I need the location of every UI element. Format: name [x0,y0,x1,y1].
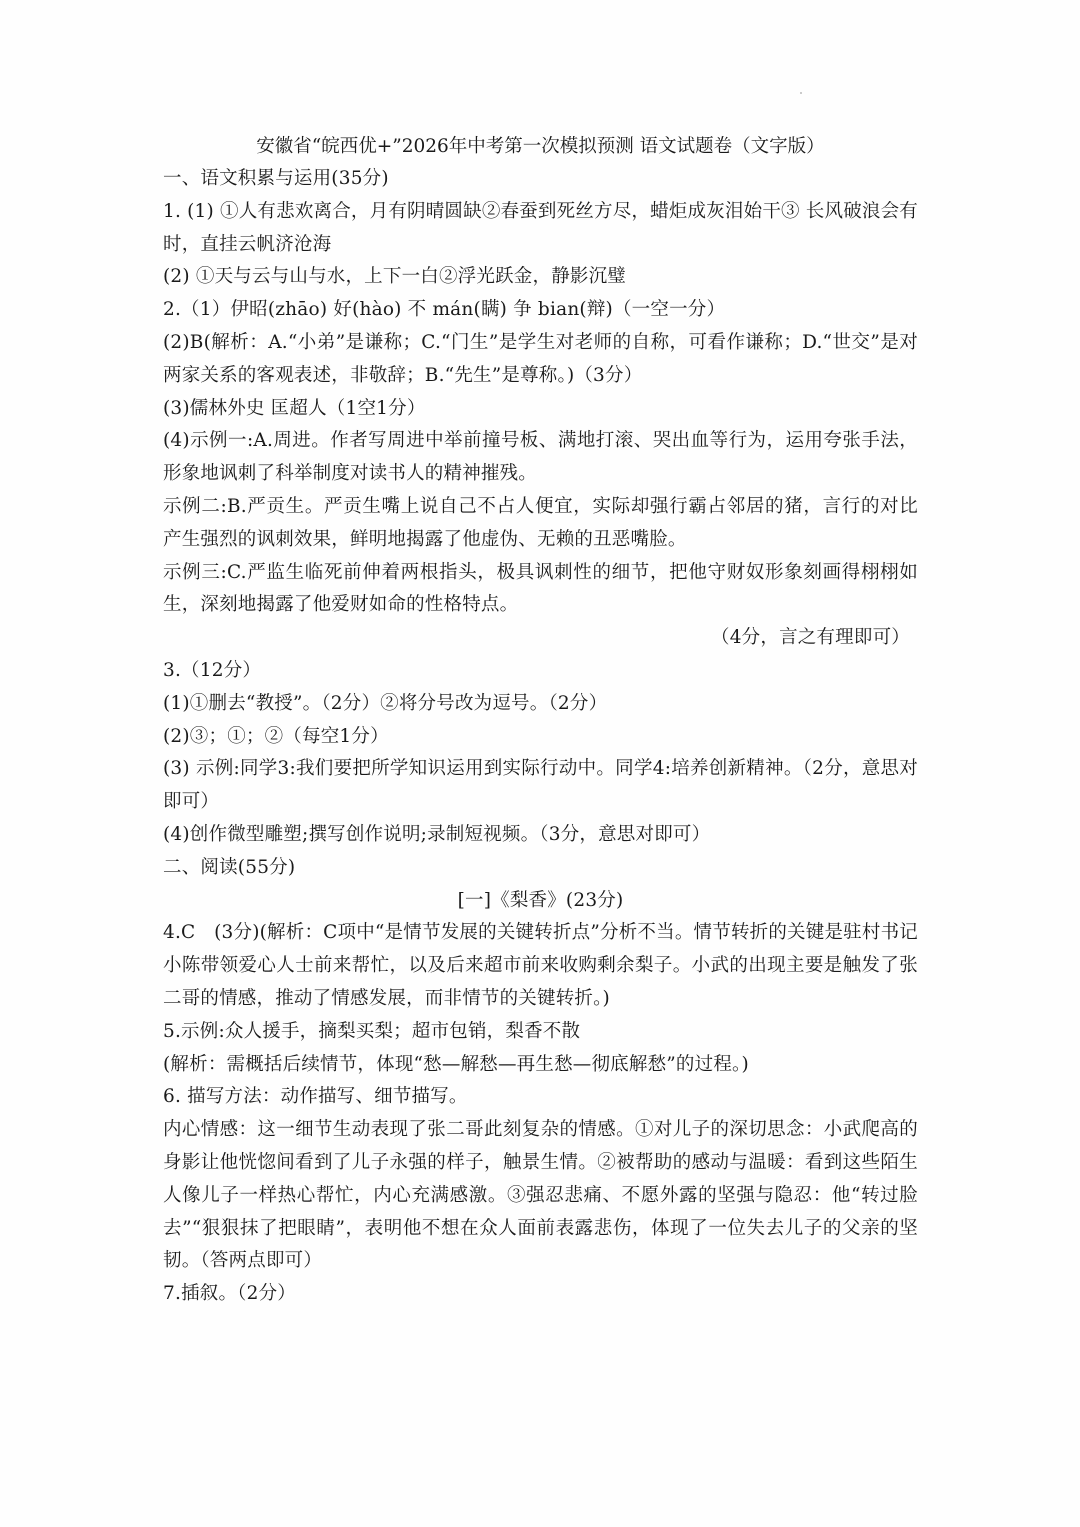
section-heading-2: 二、阅读(55分) [163,856,296,878]
answer-5: 5.示例:众人援手，摘梨买梨；超市包销，梨香不散 [163,1020,581,1042]
answer-3-3: (3) 示例:同学3:我们要把所学知识运用到实际行动中。同学4:培养创新精神。（2分，意思对即可） [163,758,918,813]
answer-2-4-example-3: 示例三:C.严监生临死前伸着两根指头，极具讽刺性的细节，把他守财奴形象刻画得栩栩如生，深刻地揭露了他爱财如命的性格特点。 [163,561,918,616]
answer-2-4-example-1: (4)示例一:A.周进。作者写周进中举前撞号板、满地打滚、哭出血等行为，运用夸张手法，形象地讽刺了科举制度对读书人的精神摧残。 [163,430,918,485]
answer-1-1: 1. (1) ①人有悲欢离合，月有阴晴圆缺②春蚕到死丝方尽，蜡炬成灰泪始干③ 长风破浪会有时，直挂云帆济沧海 [163,200,919,255]
answer-3: 3.（12分） [163,659,262,681]
document-content [163,130,918,1311]
answer-2-4-scoring-note: （4分，言之有理即可） [711,627,910,649]
answer-7: 7.插叙。（2分） [163,1283,296,1305]
answer-2-4-example-2: 示例二:B.严贡生。严贡生嘴上说自己不占人便宜，实际却强行霸占邻居的猪，言行的对比产生强烈的讽刺效果，鲜明地揭露了他虚伪、无赖的丑恶嘴脸。 [163,495,918,550]
answer-4: 4.C (3分)(解析：C项中“是情节发展的关键转折点”分析不当。情节转折的关键是驻村书记小陈带领爱心人士前来帮忙，以及后来超市前来收购剩余梨子。小武的出现主要是触发了张二哥的情感，推动了情感发展，而非情节的关键转折。) [163,922,918,1009]
answer-2-3: (3)儒林外史 匡超人（1空1分） [163,397,426,419]
answer-5-analysis: (解析：需概括后续情节，体现“愁—解愁—再生愁—彻底解愁”的过程。) [163,1053,749,1075]
answer-2-1: 2.（1）伊昭(zhāo) 好(hào) 不 mán(瞒) 争 bian(辩)（一空一分） [163,299,726,321]
answer-3-2: (2)③；①；②（每空1分） [163,725,389,747]
document-title: 安徽省“皖西优+”2026年中考第一次模拟预测 语文试题卷（文字版） [256,136,825,157]
reading-subheading: [一]《梨香》(23分) [457,889,624,911]
answer-2-2: (2)B(解析：A.“小弟”是谦称；C.“门生”是学生对老师的自称，可看作谦称；D.“世交”是对两家关系的客观表述，非敬辞；B.“先生”是尊称。)（3分） [163,331,918,386]
answer-1-2: (2) ①天与云与山与水，上下一白②浮光跃金，静影沉璧 [163,266,626,288]
answer-3-1: (1)①删去“教授”。（2分）②将分号改为逗号。（2分） [163,692,608,714]
answer-3-4: (4)创作微型雕塑;撰写创作说明;录制短视频。（3分，意思对即可） [163,823,711,845]
section-heading-1: 一、语文积累与运用(35分) [163,168,389,189]
answer-6-method: 6. 描写方法：动作描写、细节描写。 [163,1086,468,1108]
answer-6-emotion: 内心情感：这一细节生动表现了张二哥此刻复杂的情感。①对儿子的深切思念：小武爬高的身影让他恍惚间看到了儿子永强的样子，触景生情。②被帮助的感动与温暖：看到这些陌生人像儿子一样热心帮忙，内心充满感激。③强忍悲痛、不愿外露的坚强与隐忍：他“转过脸去”“狠狠抹了把眼睛”，表明他不想在众人面前表露悲伤，体现了一位失去儿子的父亲的坚韧。（答两点即可） [163,1119,918,1272]
scan-speck [800,92,802,94]
